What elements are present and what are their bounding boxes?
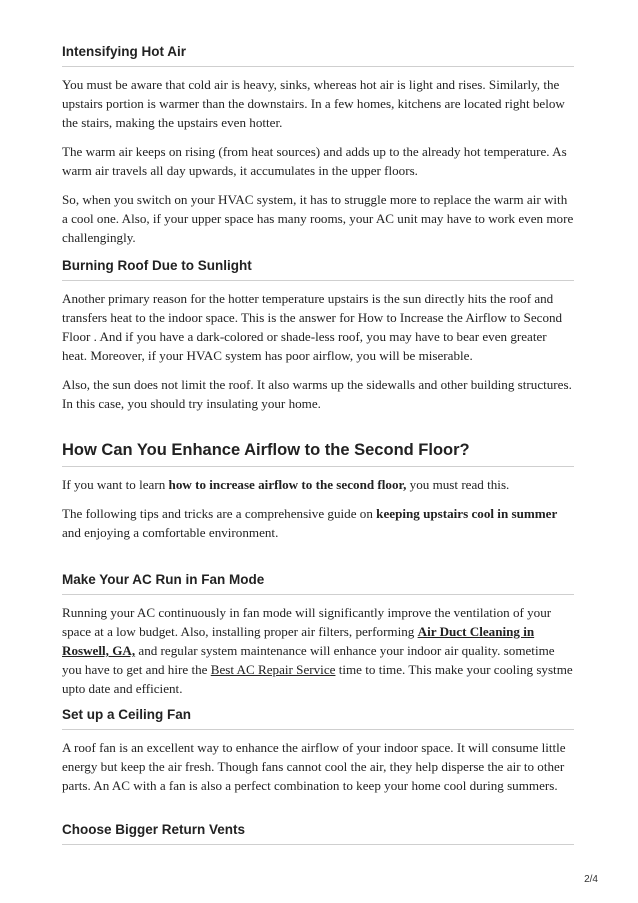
paragraph: If you want to learn how to increase airflow to the second floor, you must read this. (62, 477, 510, 492)
section-burning-roof (62, 258, 574, 413)
section-ceiling-fan (62, 707, 574, 795)
bold-phrase: how to increase airflow to the second floor, (168, 477, 407, 492)
paragraph: The following tips and tricks are a comprehensive guide on keeping upstairs cool in summer and enjoying a comfortable environment. (62, 506, 558, 540)
paragraph: Also, the sun does not limit the roof. It also warms up the sidewalls and other building structures. In this case, you should try insulating your home. (62, 377, 572, 411)
page-number: 2/4 (584, 874, 598, 885)
heading-fan-mode: Make Your AC Run in Fan Mode (62, 572, 574, 595)
heading-burning-roof: Burning Roof Due to Sunlight (62, 258, 574, 281)
section-enhance-airflow (62, 440, 574, 542)
paragraph: Running your AC continuously in fan mode will significantly improve the ventilation of your space at a low budget. Also, installing proper air filters, performing Air Duct Cleaning in Roswell, GA, and regular system maintenance will enhance your indoor air quality. sometime you have to get and hire the Best AC Repair Service time to time. This make your cooling systme upto date and efficient. (62, 605, 573, 696)
bold-phrase: keeping upstairs cool in summer (376, 506, 558, 521)
section-fan-mode (62, 572, 574, 698)
section-return-vents (62, 822, 574, 845)
link-air-duct-cleaning[interactable]: Air Duct Cleaning in Roswell, GA, (62, 624, 535, 658)
heading-enhance-airflow: How Can You Enhance Airflow to the Second Floor? (62, 440, 574, 467)
paragraph: Another primary reason for the hotter temperature upstairs is the sun directly hits the roof and transfers heat to the indoor space. This is the answer for How to Increase the Airflow to Second Floor . And if you have a dark-colored or shade-less roof, you may have to bear even greater heat. Moreover, if your HVAC system has poor airflow, you will be miserable. (62, 291, 563, 363)
heading-ceiling-fan: Set up a Ceiling Fan (62, 707, 574, 730)
paragraph: You must be aware that cold air is heavy, sinks, whereas hot air is light and rises. Similarly, the upstairs portion is warmer than the downstairs. In a few homes, kitchens are located right below the stairs, making the upstairs even hotter. (62, 77, 565, 130)
heading-return-vents: Choose Bigger Return Vents (62, 822, 574, 845)
section-intensifying-hot-air (62, 44, 574, 247)
paragraph: The warm air keeps on rising (from heat sources) and adds up to the already hot temperature. As warm air travels all day upwards, it accumulates in the upper floors. (62, 144, 567, 178)
paragraph: A roof fan is an excellent way to enhance the airflow of your indoor space. It will consume little energy but keep the air fresh. Though fans cannot cool the air, they help disperse the air to other parts. An AC with a fan is also a perfect combination to keep your home cool during summers. (62, 740, 566, 793)
paragraph: So, when you switch on your HVAC system, it has to struggle more to replace the warm air with a cool one. Also, if your upper space has many rooms, your AC unit may have to work even more challengingly. (62, 192, 574, 245)
link-best-ac-repair[interactable]: Best AC Repair Service (210, 662, 336, 677)
heading-intensifying-hot-air: Intensifying Hot Air (62, 44, 574, 67)
